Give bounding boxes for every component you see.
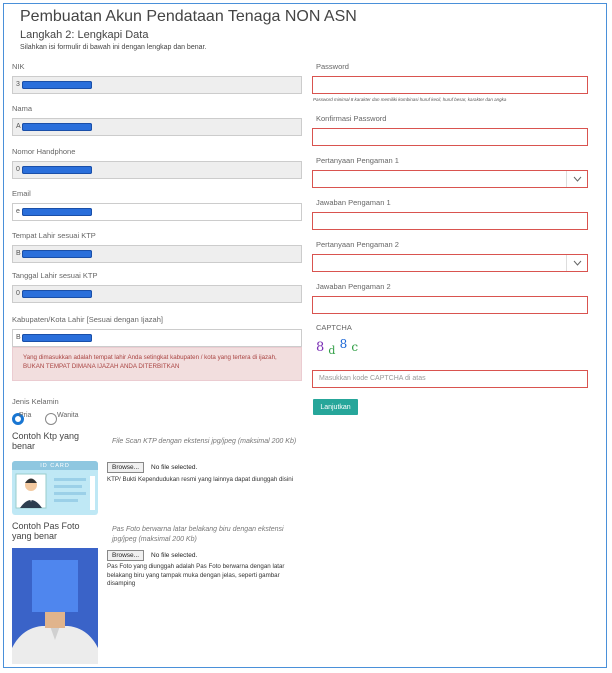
pas-foto-example-image — [12, 548, 98, 664]
redaction-bar — [22, 81, 92, 89]
redaction-bar — [22, 123, 92, 131]
captcha-placeholder: Masukkan kode CAPTCHA di atas — [319, 375, 426, 382]
hp-label: Nomor Handphone — [12, 147, 76, 156]
id-card-header: ID CARD — [12, 461, 98, 470]
foto-upload-note: Pas Foto yang diunggah adalah Pas Foto berwarna dengan latar belakang biru yang tampak muka dengan jelas, seperti gambar disamping — [107, 563, 285, 587]
page-title: Pembuatan Akun Pendataan Tenaga NON ASN — [20, 8, 357, 25]
captcha-label: CAPTCHA — [316, 323, 352, 332]
redaction-bar — [22, 290, 92, 298]
konfirmasi-password-field[interactable] — [312, 128, 588, 146]
lanjutkan-button[interactable]: Lanjutkan — [313, 399, 358, 415]
id-card-illustration-icon — [12, 470, 98, 515]
gender-pria-label: Pria — [19, 412, 32, 419]
ktp-upload-description: File Scan KTP dengan ekstensi jpg/jpeg (maksimal 200 Kb) — [112, 438, 297, 445]
gender-label: Jenis Kelamin — [12, 397, 59, 406]
captcha-char: 8 — [316, 340, 325, 355]
ktp-file-status: No file selected. — [151, 464, 198, 471]
jawaban-1-label: Jawaban Pengaman 1 — [316, 198, 391, 207]
foto-browse-button[interactable]: Browse... — [107, 550, 144, 561]
kabkota-field[interactable] — [12, 329, 302, 347]
pertanyaan-2-label: Pertanyaan Pengaman 2 — [316, 240, 399, 249]
nama-value: A — [16, 123, 21, 130]
kabkota-label: Kabupaten/Kota Lahir [Sesuai dengan Ijazah] — [12, 315, 163, 324]
redaction-bar — [22, 166, 92, 174]
redaction-bar — [22, 334, 92, 342]
ktp-upload-note: KTP/ Bukti Kependudukan resmi yang lainnya dapat diunggah disini — [107, 476, 294, 483]
tanggal-lahir-field — [12, 285, 302, 303]
ktp-browse-button[interactable]: Browse... — [107, 462, 144, 473]
captcha-image — [316, 337, 359, 357]
jawaban-2-label: Jawaban Pengaman 2 — [316, 282, 391, 291]
ktp-example-title: Contoh Ktp yang benar — [12, 431, 80, 451]
chevron-down-icon — [566, 255, 587, 271]
tempat-lahir-field — [12, 245, 302, 263]
password-field[interactable] — [312, 76, 588, 94]
password-label: Password — [316, 62, 349, 71]
konfirmasi-password-label: Konfirmasi Password — [316, 114, 387, 123]
email-label: Email — [12, 189, 31, 198]
step-title: Langkah 2: Lengkapi Data — [20, 29, 149, 41]
pertanyaan-1-label: Pertanyaan Pengaman 1 — [316, 156, 399, 165]
email-value: e — [16, 208, 20, 215]
gender-wanita-radio[interactable] — [45, 413, 57, 425]
nik-field — [12, 76, 302, 94]
tempat-lahir-label: Tempat Lahir sesuai KTP — [12, 231, 96, 240]
captcha-char: 8 — [339, 337, 348, 351]
email-field[interactable] — [12, 203, 302, 221]
nama-label: Nama — [12, 104, 33, 113]
birthplace-alert: Yang dimasukkan adalah tempat lahir Anda setingkat kabupaten / kota yang tertera di ijazah, BUKAN TEMPAT DIMANA IJAZAH ANDA DITERBITKAN — [12, 347, 302, 381]
intro-text: Silahkan isi formulir di bawah ini dengan lengkap dan benar. — [20, 44, 207, 51]
password-hint: Password minimal 8 karakter dan memiliki kombinasi huruf kecil, huruf besar, karakter dan angka — [313, 97, 507, 102]
pertanyaan-1-select[interactable] — [312, 170, 588, 188]
redaction-bar — [22, 208, 92, 216]
captcha-char: c — [351, 340, 359, 354]
foto-example-title: Contoh Pas Foto yang benar — [12, 521, 80, 541]
tanggal-lahir-label: Tanggal Lahir sesuai KTP — [12, 271, 98, 280]
foto-upload-description: Pas Foto berwarna latar belakang biru dengan ekstensi jpg/jpeg (maksimal 200 Kb) — [112, 526, 284, 543]
nik-label: NIK — [12, 62, 25, 71]
nama-field — [12, 118, 302, 136]
tempat-lahir-value: B — [16, 250, 21, 257]
gender-wanita-label: Wanita — [57, 412, 79, 419]
chevron-down-icon — [566, 171, 587, 187]
nik-value: 3 — [16, 81, 20, 88]
hp-field — [12, 161, 302, 179]
jawaban-2-field[interactable] — [312, 296, 588, 314]
captcha-input[interactable] — [312, 370, 588, 388]
id-card-example-image — [12, 461, 98, 515]
tanggal-lahir-value: 0 — [16, 290, 20, 297]
foto-file-status: No file selected. — [151, 552, 198, 559]
hp-value: 0 — [16, 166, 20, 173]
jawaban-1-field[interactable] — [312, 212, 588, 230]
kabkota-value: B — [16, 334, 21, 341]
captcha-char: d — [328, 344, 336, 357]
person-photo-icon — [12, 548, 98, 664]
redaction-bar — [22, 250, 92, 258]
pertanyaan-2-select[interactable] — [312, 254, 588, 272]
